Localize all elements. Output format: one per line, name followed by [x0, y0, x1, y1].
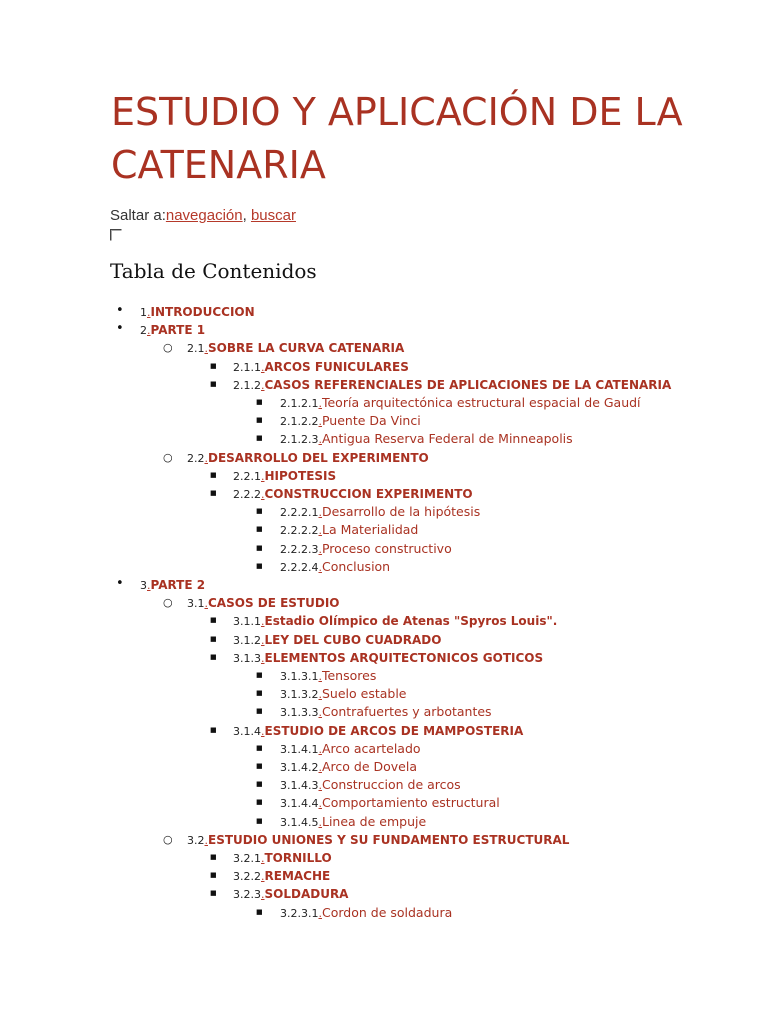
toc-label: ESTUDIO UNIONES Y SU FUNDAMENTO ESTRUCTURAL: [208, 832, 570, 847]
toc-link[interactable]: [280, 793, 500, 813]
bullet-icon: ■: [256, 798, 263, 807]
toc-link[interactable]: [280, 502, 480, 522]
bullet-icon: ■: [210, 361, 217, 370]
toc-link[interactable]: [233, 848, 332, 868]
toc-label: Arco acartelado: [321, 740, 421, 756]
toc-number: 3.2.3.1: [280, 906, 319, 920]
bullet-icon: ■: [256, 907, 263, 916]
toc-item-level-4: [0, 429, 768, 447]
toc-number-dot: .: [147, 324, 151, 338]
bullet-icon: ■: [256, 816, 263, 825]
toc-link[interactable]: [280, 393, 641, 413]
toc-number: 3.1.2: [233, 633, 261, 647]
toc-number: 1: [140, 306, 147, 319]
bullet-icon: ○: [163, 832, 173, 846]
bullet-icon: ■: [256, 762, 263, 770]
toc-label: CONSTRUCCION EXPERIMENTO: [264, 487, 473, 501]
toc-label: REMACHE: [264, 869, 331, 884]
toc-label: LEY DEL CUBO CUADRADO: [264, 632, 442, 647]
toc-link[interactable]: [140, 575, 205, 595]
toc-number: 2.1: [187, 342, 205, 356]
toc-number: 3.1.4.3: [280, 779, 319, 793]
toc-number: 3: [140, 579, 147, 592]
toc-label: ARCOS FUNICULARES: [264, 359, 409, 374]
toc-link[interactable]: [280, 757, 417, 777]
bullet-icon: ■: [210, 853, 217, 861]
toc-number: 2.2.1: [233, 469, 261, 483]
toc-number-dot: .: [204, 597, 208, 611]
toc-link[interactable]: [233, 484, 473, 504]
toc-label: Arco de Dovela: [321, 759, 417, 774]
toc-label: Conclusion: [321, 558, 391, 574]
toc-link[interactable]: [233, 466, 336, 486]
toc-number: 3.2: [187, 833, 205, 847]
toc-number-dot: .: [318, 797, 322, 811]
bullet-icon: ■: [256, 689, 263, 698]
toc-label: ELEMENTOS ARQUITECTONICOS GOTICOS: [264, 650, 544, 665]
toc-number: 3.2.2: [233, 870, 261, 884]
toc-number: 3.1.3.3: [280, 706, 319, 720]
toc-item-level-1: [0, 575, 768, 593]
toc-item-level-3: [0, 884, 768, 902]
toc-label: SOLDADURA: [264, 887, 349, 902]
toc-number-dot: .: [261, 870, 265, 884]
bullet-icon: ■: [256, 780, 263, 789]
page-title: ESTUDIO Y APLICACIÓN DE LA CATENARIA: [111, 90, 683, 187]
bullet-icon: ■: [256, 507, 263, 516]
toc-number-dot: .: [204, 342, 208, 356]
toc-number-dot: .: [318, 906, 322, 920]
skip-links: [110, 207, 296, 224]
toc-number-dot: .: [318, 524, 322, 538]
toc-heading: Tabla de Contenidos: [110, 259, 317, 283]
bullet-icon: ■: [210, 871, 217, 880]
bullet-icon: ■: [210, 616, 217, 625]
toc-item-level-2: [0, 448, 768, 466]
toc-item-level-4: [0, 539, 768, 557]
toc-item-level-2: [0, 830, 768, 848]
toc-number-dot: .: [318, 542, 322, 556]
bullet-icon: ■: [210, 652, 217, 661]
toc-item-level-3: [0, 484, 768, 502]
toc-number: 3.2.3: [233, 888, 261, 902]
toc-number-dot: .: [318, 670, 322, 683]
toc-link[interactable]: [280, 684, 407, 704]
skip-prefix: Saltar a:: [110, 207, 166, 224]
bullet-icon: ■: [210, 889, 217, 898]
toc-label: TORNILLO: [264, 851, 332, 865]
toc-number-dot: .: [204, 451, 208, 465]
toc-label: PARTE 2: [150, 578, 206, 592]
toc-link[interactable]: [280, 520, 418, 540]
toc-item-level-4: [0, 812, 768, 830]
toc-link[interactable]: [280, 739, 421, 759]
bullet-icon: ■: [256, 671, 263, 679]
toc-item-level-4: [0, 793, 768, 811]
toc-link[interactable]: [187, 338, 404, 358]
toc-label: Proceso constructivo: [321, 540, 452, 556]
toc-link[interactable]: [233, 375, 671, 395]
bullet-icon: •: [116, 321, 124, 337]
toc-link[interactable]: [187, 830, 569, 850]
toc-item-level-3: [0, 848, 768, 866]
bullet-icon: ■: [256, 707, 263, 716]
toc-item-level-3: [0, 630, 768, 648]
toc-item-level-3: [0, 375, 768, 393]
toc-label: PARTE 1: [150, 323, 206, 338]
toc-item-level-3: [0, 611, 768, 629]
bullet-icon: ■: [256, 398, 263, 406]
bullet-icon: ■: [210, 379, 217, 388]
bullet-icon: ■: [210, 634, 217, 643]
toc-link[interactable]: [187, 448, 429, 468]
toc-number-dot: .: [318, 761, 322, 774]
toc-item-level-4: [0, 775, 768, 793]
toc-item-level-4: [0, 666, 768, 684]
bullet-icon: ■: [256, 434, 263, 443]
search-link[interactable]: buscar: [250, 207, 296, 224]
toc-item-level-2: [0, 593, 768, 611]
toc-link[interactable]: [280, 666, 376, 686]
toc-label: Teoría arquitectónica estructural espacial de Gaudí: [321, 395, 641, 410]
toc-number-dot: .: [261, 724, 265, 738]
bullet-icon: ■: [256, 525, 263, 534]
toc-link[interactable]: [280, 775, 461, 795]
toc-label: Construccion de arcos: [321, 777, 461, 793]
toc-item-level-4: [0, 557, 768, 575]
navigation-link[interactable]: navegación: [165, 207, 243, 224]
toc-link[interactable]: [187, 593, 340, 613]
toc-number: 2.2.2: [233, 488, 261, 501]
toc-link[interactable]: [233, 611, 557, 631]
toc-link[interactable]: [233, 630, 441, 650]
bullet-icon: •: [116, 303, 124, 318]
toc-number: 2.2.2.3: [280, 542, 319, 556]
toc-item-level-4: [0, 520, 768, 538]
bullet-icon: •: [116, 576, 124, 591]
skip-separator: ,: [242, 207, 247, 224]
toc-number-dot: .: [147, 306, 151, 319]
toc-link[interactable]: [233, 648, 543, 668]
toc-number-dot: .: [261, 852, 265, 865]
toc-number: 3.1: [187, 597, 205, 611]
checkbox-icon[interactable]: [110, 229, 122, 241]
toc-link[interactable]: [233, 884, 348, 904]
toc-number: 2.2.2.4: [280, 560, 319, 574]
toc-link[interactable]: [280, 411, 421, 431]
toc-number: 2: [140, 324, 147, 338]
toc-item-level-4: [0, 903, 768, 921]
toc-label: Estadio Olímpico de Atenas "Spyros Louis".: [264, 614, 558, 629]
toc-label: Desarrollo de la hipótesis: [321, 504, 481, 520]
toc-item-level-4: [0, 502, 768, 520]
bullet-icon: ○: [163, 341, 173, 355]
toc-link[interactable]: [280, 903, 452, 923]
toc-label: ESTUDIO DE ARCOS DE MAMPOSTERIA: [264, 723, 524, 738]
toc-number-dot: .: [261, 633, 265, 647]
toc-label: INTRODUCCION: [150, 305, 255, 319]
toc-number: 3.1.4.5: [280, 815, 319, 829]
toc-number-dot: .: [318, 415, 322, 429]
toc-label: DESARROLLO DEL EXPERIMENTO: [208, 450, 429, 465]
toc-number: 2.1.2: [233, 378, 261, 392]
toc-item-level-4: [0, 393, 768, 411]
toc-label: SOBRE LA CURVA CATENARIA: [208, 341, 405, 356]
toc-label: Suelo estable: [321, 686, 407, 702]
bullet-icon: ■: [256, 416, 263, 425]
toc-number-dot: .: [204, 833, 208, 847]
toc-link[interactable]: [280, 429, 573, 449]
toc-label: HIPOTESIS: [264, 468, 337, 483]
toc-label: Cordon de soldadura: [321, 904, 453, 920]
toc-item-level-4: [0, 757, 768, 775]
bullet-icon: ■: [210, 489, 217, 497]
toc-number-dot: .: [318, 560, 322, 574]
toc-link[interactable]: [140, 320, 205, 340]
toc-number: 2.1.2.2: [280, 415, 319, 429]
toc-label: Puente Da Vinci: [321, 413, 421, 429]
toc-number-dot: .: [147, 579, 151, 592]
toc-item-level-1: [0, 320, 768, 338]
toc-link[interactable]: [233, 721, 523, 741]
bullet-icon: ○: [163, 450, 173, 464]
toc-number-dot: .: [318, 742, 322, 756]
toc-item-level-4: [0, 702, 768, 720]
toc-number-dot: .: [318, 815, 322, 829]
toc-number: 2.2: [187, 451, 205, 465]
toc-item-level-4: [0, 411, 768, 429]
toc-number-dot: .: [261, 488, 265, 501]
bullet-icon: ■: [256, 543, 263, 552]
bullet-icon: ■: [210, 470, 217, 479]
toc-number: 2.2.2.1: [280, 506, 319, 520]
toc-item-level-3: [0, 357, 768, 375]
toc-label: Contrafuertes y arbotantes: [321, 704, 492, 720]
toc-number: 3.1.4.2: [280, 761, 319, 774]
toc-number: 2.2.2.2: [280, 524, 319, 538]
toc-item-level-3: [0, 866, 768, 884]
toc-label: Antigua Reserva Federal de Minneapolis: [321, 431, 573, 447]
toc-link[interactable]: [233, 357, 409, 377]
bullet-icon: ■: [256, 561, 263, 570]
toc-number: 3.1.3.1: [280, 670, 319, 683]
bullet-icon: ■: [256, 743, 263, 752]
toc-number-dot: .: [318, 506, 322, 520]
toc-number: 3.2.1: [233, 852, 261, 865]
toc-item-level-1: [0, 302, 768, 320]
toc-number-dot: .: [318, 433, 322, 447]
toc-item-level-2: [0, 338, 768, 356]
toc-number: 3.1.4.1: [280, 742, 319, 756]
bullet-icon: ○: [163, 596, 173, 610]
toc-number-dot: .: [318, 706, 322, 720]
toc-link[interactable]: [233, 866, 330, 886]
toc-number-dot: .: [318, 397, 322, 410]
toc-number-dot: .: [261, 888, 265, 902]
toc-label: Tensores: [321, 668, 377, 683]
toc-link[interactable]: [140, 302, 255, 322]
toc-link[interactable]: [280, 812, 426, 832]
toc-number: 3.1.3.2: [280, 688, 319, 702]
toc-number: 2.1.1: [233, 360, 261, 374]
toc-number-dot: .: [261, 651, 265, 665]
toc-number: 3.1.1: [233, 615, 261, 629]
toc-link[interactable]: [280, 702, 492, 722]
toc-number-dot: .: [261, 615, 265, 629]
toc-label: Comportamiento estructural: [321, 795, 500, 811]
toc-label: La Materialidad: [321, 522, 419, 538]
toc-number-dot: .: [261, 469, 265, 483]
toc-number-dot: .: [318, 779, 322, 793]
toc-label: CASOS REFERENCIALES DE APLICACIONES DE LA CATENARIA: [264, 377, 672, 392]
toc-label: Linea de empuje: [321, 813, 427, 829]
toc-number: 3.1.4: [233, 724, 261, 738]
toc-item-level-3: [0, 466, 768, 484]
toc-number: 2.1.2.3: [280, 433, 319, 447]
toc-label: CASOS DE ESTUDIO: [208, 596, 340, 611]
toc-item-level-3: [0, 648, 768, 666]
toc-number: 3.1.4.4: [280, 797, 319, 811]
toc-number-dot: .: [261, 360, 265, 374]
toc-item-level-4: [0, 684, 768, 702]
toc-link[interactable]: [280, 539, 452, 559]
toc-number-dot: .: [318, 688, 322, 702]
toc-number: 2.1.2.1: [280, 397, 319, 410]
toc-number: 3.1.3: [233, 651, 261, 665]
toc-number-dot: .: [261, 378, 265, 392]
toc-item-level-4: [0, 739, 768, 757]
toc-item-level-3: [0, 721, 768, 739]
bullet-icon: ■: [210, 725, 217, 734]
toc-link[interactable]: [280, 557, 390, 577]
